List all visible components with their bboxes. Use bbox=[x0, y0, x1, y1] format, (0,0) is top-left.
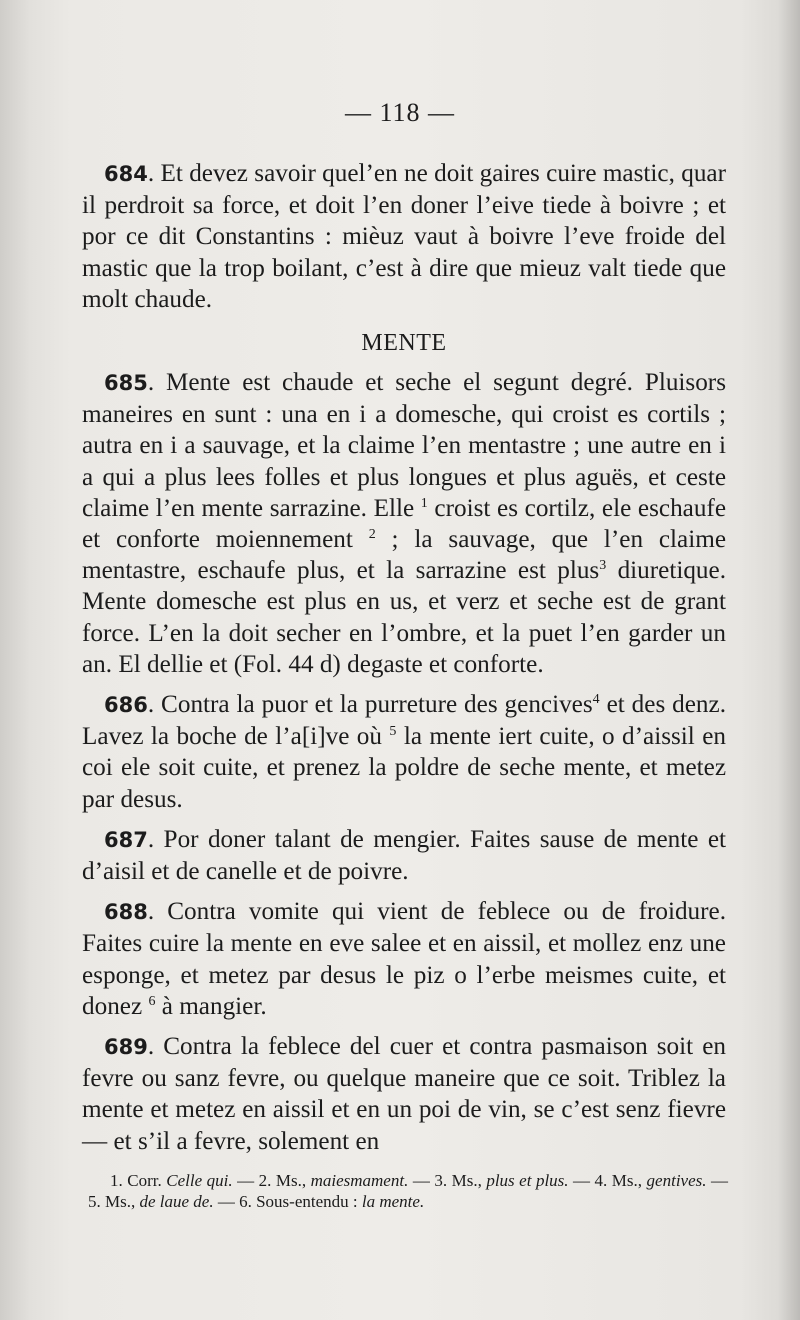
footnote-text: — 6. Sous-entendu : bbox=[213, 1192, 362, 1211]
footnote-ref: 3 bbox=[599, 558, 607, 574]
footnotes bbox=[88, 1170, 728, 1212]
paragraph-text: et des denz. Lavez la boche de l’a[i]ve où bbox=[82, 691, 726, 751]
paragraph-number: 688 bbox=[104, 900, 148, 925]
footnote-ref: 1 bbox=[420, 495, 428, 511]
paragraph-number: 686 bbox=[104, 693, 148, 718]
main-text bbox=[82, 158, 726, 1157]
paragraph-number: 689 bbox=[104, 1035, 148, 1060]
paragraph-text: . Contra vomite qui vient de feblece ou de froidure. Faites cuire la mente en eve salee et en aissil, et mollez enz une esponge, et metez par desus le piz o l’erbe meismes cuite, et donez bbox=[82, 898, 726, 1020]
footnote-italic: Celle qui. bbox=[166, 1171, 233, 1190]
paragraph-number: 684 bbox=[104, 162, 148, 186]
section-heading: MENTE bbox=[361, 330, 447, 357]
paragraph-684 bbox=[82, 158, 726, 315]
footnote-text: — 3. Ms., bbox=[408, 1171, 487, 1190]
footnote-ref: 5 bbox=[389, 724, 397, 740]
footnote-ref: 6 bbox=[148, 993, 156, 1009]
paragraph-688 bbox=[82, 896, 726, 1022]
paragraph-text: . Contra la puor et la purreture des gencives bbox=[147, 691, 593, 719]
footnote-italic: gentives. bbox=[646, 1171, 707, 1190]
paragraph-685 bbox=[82, 367, 726, 680]
footnote-ref: 4 bbox=[592, 692, 600, 708]
footnote-italic: plus et plus. bbox=[486, 1171, 569, 1190]
footnote-ref: 2 bbox=[368, 527, 376, 543]
page-number: — 118 — bbox=[344, 98, 456, 127]
paragraph-686 bbox=[82, 689, 726, 815]
footnote-italic: la mente. bbox=[361, 1192, 425, 1211]
paragraph-687 bbox=[82, 824, 726, 887]
paragraph-text: diuretique. Mente domesche est plus en us, et verz et seche est de grant force. L’en la doit secher en l’ombre, et la puet l’en garder un an. El dellie et (Fol. 44 d) degaste et conforte. bbox=[82, 557, 726, 678]
paragraph-text: . Por doner talant de mengier. Faites sause de mente et d’aisil et de canelle et de poivre. bbox=[82, 825, 726, 886]
paragraph-text: . Contra la feblece del cuer et contra pasmaison soit en fevre ou sanz fevre, ou quelque maneire que ce soit. Triblez la mente et metez en aissil et en un poi de vin, se c’est senz fievre — et s’il a fevre, solement en bbox=[82, 1033, 726, 1155]
footnote-text: 1. Corr. bbox=[110, 1171, 167, 1190]
paragraph-number: 687 bbox=[104, 827, 148, 852]
page-edge-shadow bbox=[778, 0, 800, 1320]
paragraph-text: . Mente est chaude et seche el segunt degré. Pluisors maneires en sunt : una en i a domesche, qui croist es cortils ; autra en i a sauvage, et la claime l’en mentastre ; une autre en i a qui a plus lees folles et plus longues et plus aguës, et ceste claime l’en mente sarrazine. Elle bbox=[82, 369, 726, 522]
footnote-italic: de laue de. bbox=[139, 1192, 214, 1211]
footnote-text: — 5. Ms., bbox=[88, 1171, 729, 1211]
paragraph-text: à mangier. bbox=[155, 992, 267, 1020]
paragraph-text: croist es cortilz, ele eschaufe et conforte moiennement bbox=[82, 494, 726, 554]
footnote-line bbox=[88, 1170, 728, 1212]
paragraph-number: 685 bbox=[104, 371, 148, 396]
footnote-text: — 2. Ms., bbox=[232, 1171, 311, 1190]
paragraph-text: . Et devez savoir quel’en ne doit gaires cuire mastic, quar il perdroit sa force, et doit l’en doner l’eive tiede à boivre ; et por ce dit Constantins : mièuz vaut à boivre l’eve froide del mastic que la trop boilant, c’est à dire que mieuz valt tiede que molt chaude. bbox=[82, 160, 726, 313]
footnote-italic: maiesmament. bbox=[310, 1171, 409, 1190]
paragraph-text: la mente iert cuite, o d’aissil en coi ele soit cuite, et prenez la poldre de seche mente, et metez par desus. bbox=[82, 723, 726, 813]
footnote-text: — 4. Ms., bbox=[568, 1171, 647, 1190]
paragraph-text: ; la sauvage, que l’en claime mentastre, eschaufe plus, et la sarrazine est plus bbox=[82, 526, 727, 585]
paragraph-689 bbox=[82, 1031, 726, 1157]
